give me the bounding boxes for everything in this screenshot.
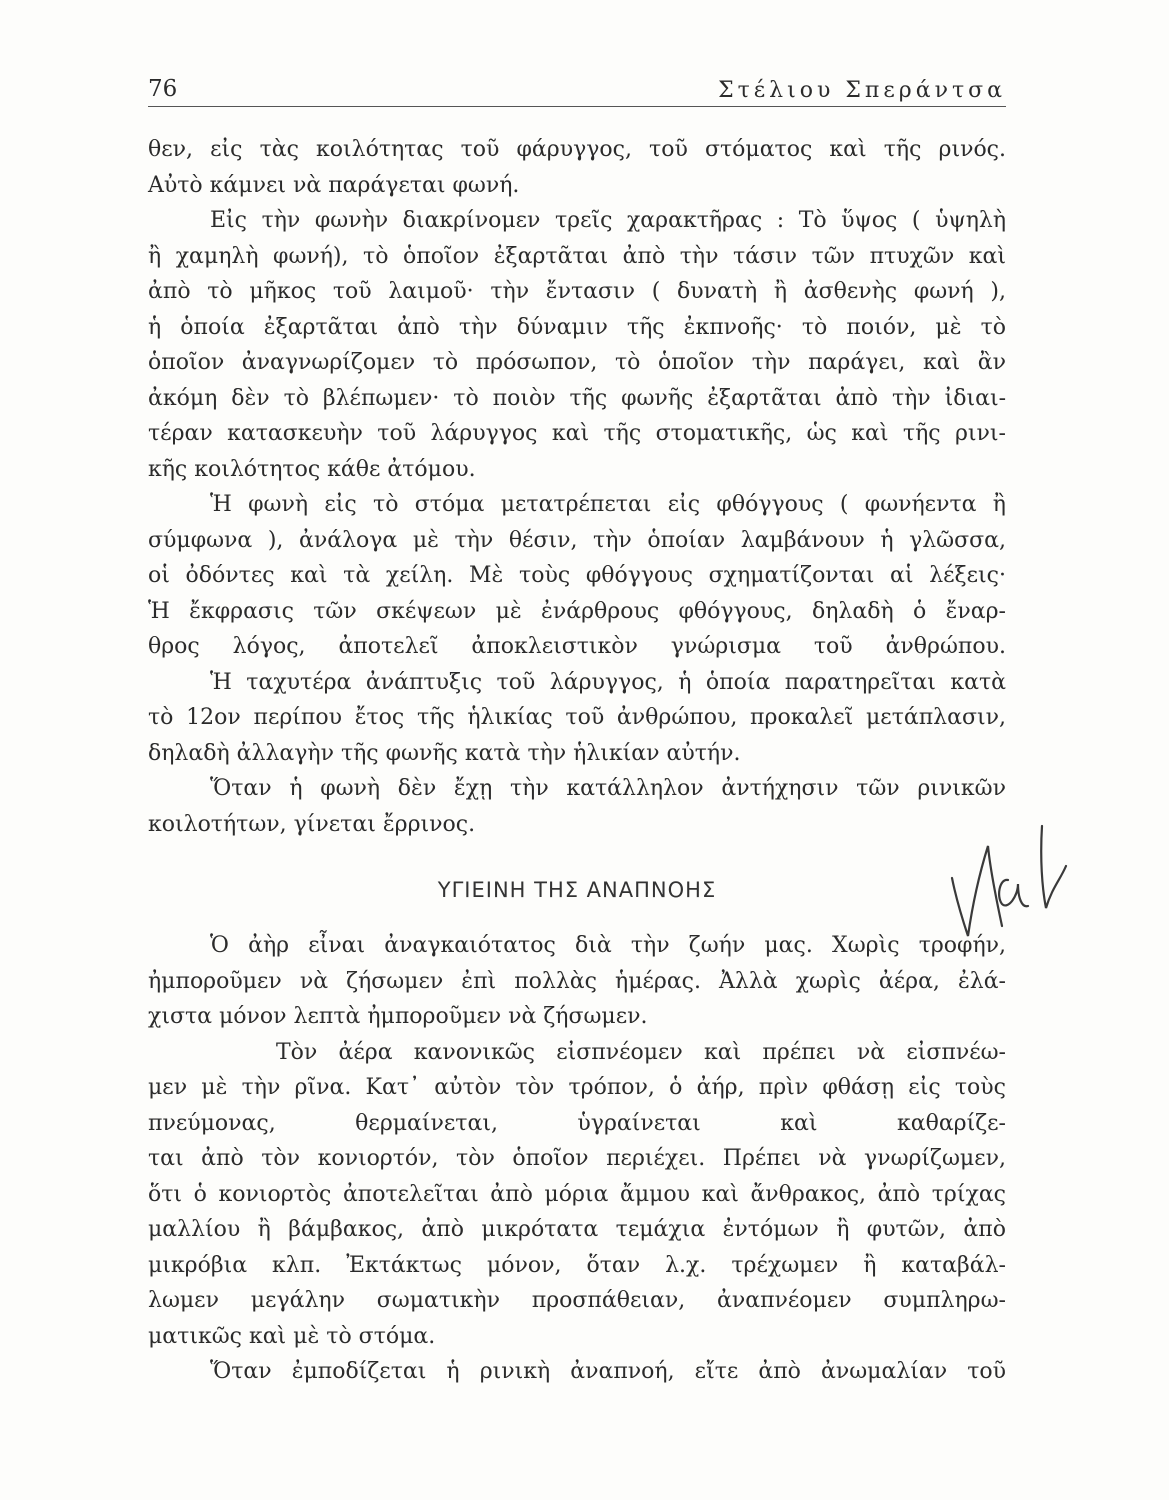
text-line: κῆς κοιλότητος κάθε ἀτόμου. [148,456,476,482]
text-line: ται ἀπὸ τὸν κονιορτόν, τὸν ὁποῖον περιέχει. Πρέπει νὰ γνωρίζωμεν, [148,1146,1006,1171]
text-line: ἢ χαμηλὴ φωνή), τὸ ὁποῖον ἐξαρτᾶται ἀπὸ τὴν τάσιν τῶν πτυχῶν καὶ [148,243,1006,269]
text-line: ὁποῖον ἀναγνωρίζομεν τὸ πρόσωπον, τὸ ὁποῖον τὴν παράγει, καὶ ἂν [148,350,1006,375]
running-title: Στέλιου Σπεράντσα [718,78,1006,103]
text-line: κοιλοτήτων, γίνεται ἔρρινος. [148,811,476,837]
text-line: ἠμποροῦμεν νὰ ζήσωμεν ἐπὶ πολλὰς ἡμέρας. Ἀλλὰ χωρὶς ἀέρα, ἐλά- [148,968,1006,994]
text-line: λωμεν μεγάλην σωματικὴν προσπάθειαν, ἀναπνέομεν συμπληρω- [148,1288,1006,1313]
text-line: θεν, εἰς τὰς κοιλότητας τοῦ φάρυγγος, τοῦ στόματος καὶ τῆς ρινός. [148,137,1006,162]
text-line: μικρόβια κλπ. Ἐκτάκτως μόνον, ὅταν λ.χ. τρέχωμεν ἢ καταβάλ- [148,1252,1006,1278]
text-line: Αὐτὸ κάμνει νὰ παράγεται φωνή. [148,172,520,198]
text-line: δηλαδὴ ἀλλαγὴν τῆς φωνῆς κατὰ τὴν ἡλικίαν αὐτήν. [148,740,741,766]
text-line: οἱ ὀδόντες καὶ τὰ χείλη. Μὲ τοὺς φθόγγους σχηματίζονται αἱ λέξεις· [148,563,1006,588]
body-text [148,132,1006,1390]
text-line: Ἡ φωνὴ εἰς τὸ στόμα μετατρέπεται εἰς φθόγγους ( φωνήεντα ἢ [210,492,1006,517]
text-line: Ἡ ἔκφρασις τῶν σκέψεων μὲ ἐνάρθρους φθόγγους, δηλαδὴ ὁ ἔναρ- [148,598,1006,624]
text-line: τέραν κατασκευὴν τοῦ λάρυγγος καὶ τῆς στοματικῆς, ὡς καὶ τῆς ρινι- [148,421,1006,446]
text-line: ὅτι ὁ κονιορτὸς ἀποτελεῖται ἀπὸ μόρια ἄμμου καὶ ἄνθρακος, ἀπὸ τρίχας [148,1181,1006,1207]
text-line: ἀπὸ τὸ μῆκος τοῦ λαιμοῦ· τὴν ἔντασιν ( δυνατὴ ἢ ἀσθενὴς φωνή ), [148,279,1006,304]
text-line: Ὅταν ἐμποδίζεται ἡ ρινικὴ ἀναπνοή, εἴτε ἀπὸ ἀνωμαλίαν τοῦ [210,1359,1006,1384]
handwritten-signature [938,818,1078,943]
text-line: θρος λόγος, ἀποτελεῖ ἀποκλειστικὸν γνώρισμα τοῦ ἀνθρώπου. [148,634,1006,659]
text-line: πνεύμονας, θερμαίνεται, ὑγραίνεται καὶ καθαρίζε- [148,1110,1006,1136]
text-line: χιστα μόνον λεπτὰ ἠμποροῦμεν νὰ ζήσωμεν. [148,1004,648,1029]
text-line: Ὁ ἀὴρ εἶναι ἀναγκαιότατος διὰ τὴν ζωήν μας. Χωρὶς τροφήν, [210,933,1006,958]
text-line: Εἰς τὴν φωνὴν διακρίνομεν τρεῖς χαρακτῆρας : Τὸ ὕψος ( ὑψηλὴ [210,208,1006,233]
text-line: μεν μὲ τὴν ρῖνα. Κατ᾽ αὐτὸν τὸν τρόπον, ὁ ἀήρ, πρὶν φθάσῃ εἰς τοὺς [148,1075,1006,1100]
text-line: μαλλίου ἢ βάμβακος, ἀπὸ μικρότατα τεμάχια ἐντόμων ἢ φυτῶν, ἀπὸ [148,1217,1006,1242]
section-title: ΥΓΙΕΙΝΗ ΤΗΣ ΑΝΑΠΝΟΗΣ [437,878,717,902]
page-number: 76 [148,76,178,102]
text-line: Ὅταν ἡ φωνὴ δὲν ἔχῃ τὴν κατάλληλον ἀντήχησιν τῶν ρινικῶν [210,776,1006,801]
text-line: τὸ 12ον περίπου ἔτος τῆς ἡλικίας τοῦ ἀνθρώπου, προκαλεῖ μετάπλασιν, [148,705,1006,730]
text-line: σύμφωνα ), ἀνάλογα μὲ τὴν θέσιν, τὴν ὁποίαν λαμβάνουν ἡ γλῶσσα, [148,527,1006,553]
text-line: Ἡ ταχυτέρα ἀνάπτυξις τοῦ λάρυγγος, ἡ ὁποία παρατηρεῖται κατὰ [210,669,1006,695]
running-header [148,72,1006,107]
text-line: ματικῶς καὶ μὲ τὸ στόμα. [148,1323,436,1349]
text-line: ἀκόμη δὲν τὸ βλέπωμεν· τὸ ποιὸν τῆς φωνῆς ἐξαρτᾶται ἀπὸ τὴν ἰδιαι- [148,385,1006,411]
text-line: ἡ ὁποία ἐξαρτᾶται ἀπὸ τὴν δύναμιν τῆς ἐκπνοῆς· τὸ ποιόν, μὲ τὸ [148,314,1006,340]
text-line: Τὸν ἀέρα κανονικῶς εἰσπνέομεν καὶ πρέπει νὰ εἰσπνέω- [276,1039,1006,1065]
